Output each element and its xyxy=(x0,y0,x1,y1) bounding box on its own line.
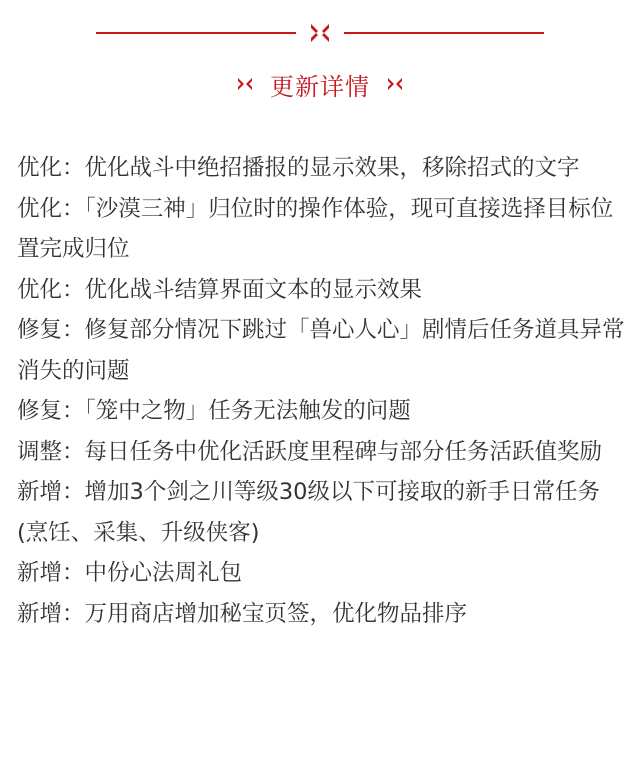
cross-ornament-icon xyxy=(387,76,403,92)
divider-line-left xyxy=(96,32,296,34)
cross-ornament-icon xyxy=(308,20,332,46)
update-entry: 调整：每日任务中优化活跃度里程碑与部分任务活跃值奖励 xyxy=(17,438,603,465)
update-list xyxy=(17,148,625,634)
update-entry: 优化：优化战斗中绝招播报的显示效果，移除招式的文字 xyxy=(17,155,580,181)
header-divider xyxy=(0,20,640,46)
section-title-row xyxy=(0,62,640,106)
page-title: 更新详情 xyxy=(270,72,370,101)
update-entry: 修复：「笼中之物」任务无法触发的问题 xyxy=(17,398,411,424)
cross-ornament-icon xyxy=(237,76,253,92)
divider-line-right xyxy=(344,32,544,34)
update-entry: 新增：中份心法周礼包 xyxy=(17,560,243,586)
update-entry: 修复：修复部分情况下跳过「兽心人心」剧情后任务道具异常消失的问题 xyxy=(17,317,625,384)
update-entry: 新增：万用商店增加秘宝页签，优化物品排序 xyxy=(17,600,468,627)
update-entry: 优化：优化战斗结算界面文本的显示效果 xyxy=(17,276,423,303)
update-entry: 新增：增加3个剑之川等级30级以下可接取的新手日常任务(烹饪、采集、升级侠客) xyxy=(17,479,600,546)
update-entry: 优化：「沙漠三神」归位时的操作体验，现可直接选择目标位置完成归位 xyxy=(17,195,614,262)
